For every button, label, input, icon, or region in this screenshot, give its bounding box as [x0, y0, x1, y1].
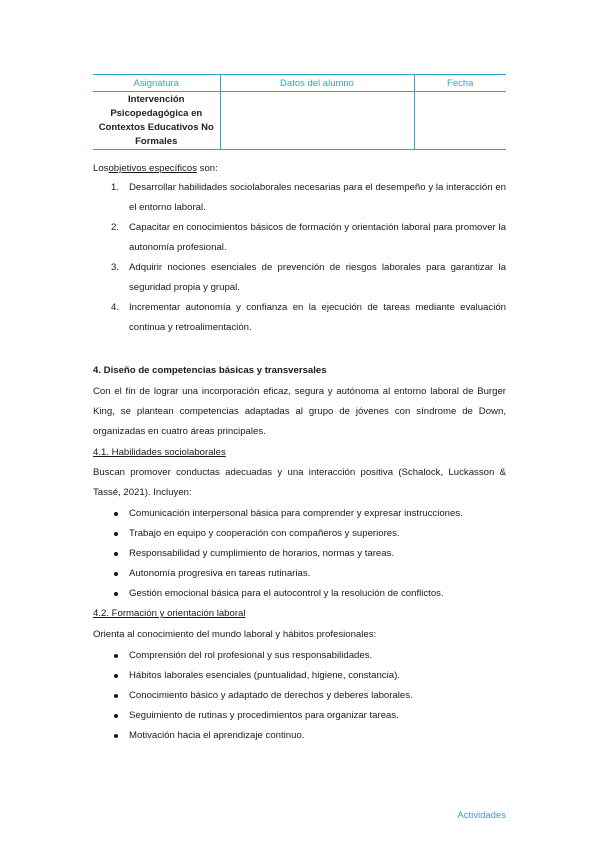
list-item — [93, 178, 506, 218]
objectives-intro-prefix: Los — [93, 163, 109, 174]
list-item — [93, 524, 506, 544]
objectives-intro — [93, 159, 218, 179]
list-item-text: Seguimiento de rutinas y procedimientos para organizar tareas. — [129, 710, 399, 721]
bullet-icon — [114, 654, 118, 658]
header-col-student: Datos del alumno — [220, 75, 414, 92]
list-item — [93, 686, 506, 706]
bullet-icon — [114, 592, 118, 596]
bullet-icon — [114, 734, 118, 738]
list-item-text: Capacitar en conocimientos básicos de formación y orientación laboral para promover la autonomía profesional. — [129, 222, 506, 253]
subject-cell — [93, 92, 220, 150]
list-item-text: Trabajo en equipo y cooperación con compañeros y superiores. — [129, 528, 400, 539]
list-item — [93, 544, 506, 564]
list-item-text: Comprensión del rol profesional y sus responsabilidades. — [129, 650, 373, 661]
list-item-text: Gestión emocional básica para el autocontrol y la resolución de conflictos. — [129, 588, 444, 599]
list-item — [93, 564, 506, 584]
bullet-icon — [114, 552, 118, 556]
bullet-icon — [114, 674, 118, 678]
list-item — [93, 646, 506, 666]
list-number: 4. — [111, 302, 120, 313]
header-col-subject: Asignatura — [93, 75, 220, 92]
student-cell — [220, 92, 414, 150]
objectives-intro-link: objetivos específicos — [108, 163, 197, 174]
objectives-list — [93, 178, 506, 338]
section-4-2-list — [93, 646, 506, 746]
list-item — [93, 726, 506, 746]
header-table — [93, 74, 506, 150]
section-4-1-heading: 4.1. Habilidades sociolaborales — [93, 447, 226, 458]
section-4-1-list — [93, 504, 506, 604]
section-4-paragraph: Con el fin de lograr una incorporación eficaz, segura y autónoma al entorno laboral de Burger King, se plantean competencias adaptadas al grupo de jóvenes con síndrome de Down, organizadas en cuatro áreas principales. — [93, 386, 506, 437]
footer-activities-label: Actividades — [457, 810, 506, 821]
subject-name: Intervención Psicopedagógica en Contextos Educativos No Formales — [98, 94, 214, 147]
section-4-2-heading: 4.2. Formación y orientación laboral — [93, 608, 246, 619]
list-item — [93, 258, 506, 298]
list-number: 3. — [111, 262, 120, 273]
list-item — [93, 666, 506, 686]
bullet-icon — [114, 714, 118, 718]
list-number: 1. — [111, 182, 120, 193]
list-item-text: Incrementar autonomía y confianza en la ejecución de tareas mediante evaluación continua y retroalimentación. — [129, 302, 506, 333]
list-number: 2. — [111, 222, 120, 233]
list-item-text: Desarrollar habilidades sociolaborales necesarias para el desempeño y la interacción en el entorno laboral. — [129, 182, 506, 213]
list-item — [93, 504, 506, 524]
list-item-text: Comunicación interpersonal básica para comprender y expresar instrucciones. — [129, 508, 463, 519]
list-item-text: Autonomía progresiva en tareas rutinarias. — [129, 568, 311, 579]
list-item-text: Motivación hacia el aprendizaje continuo. — [129, 730, 305, 741]
objectives-intro-suffix: son: — [197, 163, 218, 174]
list-item-text: Responsabilidad y cumplimiento de horarios, normas y tareas. — [129, 548, 395, 559]
list-item — [93, 298, 506, 338]
date-cell — [414, 92, 506, 150]
section-4-1-intro: Buscan promover conductas adecuadas y una interacción positiva (Schalock, Luckasson & Tassé, 2021). Incluyen: — [93, 467, 506, 498]
header-col-date: Fecha — [414, 75, 506, 92]
list-item — [93, 584, 506, 604]
list-item — [93, 218, 506, 258]
bullet-icon — [114, 694, 118, 698]
bullet-icon — [114, 532, 118, 536]
list-item-text: Conocimiento básico y adaptado de derechos y deberes laborales. — [129, 690, 413, 701]
bullet-icon — [114, 572, 118, 576]
list-item-text: Adquirir nociones esenciales de prevención de riesgos laborales para garantizar la seguridad propia y grupal. — [129, 262, 506, 293]
list-item-text: Hábitos laborales esenciales (puntualidad, higiene, constancia). — [129, 670, 400, 681]
list-item — [93, 706, 506, 726]
section-4-2-intro: Orienta al conocimiento del mundo laboral y hábitos profesionales: — [93, 629, 377, 640]
bullet-icon — [114, 512, 118, 516]
section-4-heading: 4. Diseño de competencias básicas y transversales — [93, 365, 327, 376]
